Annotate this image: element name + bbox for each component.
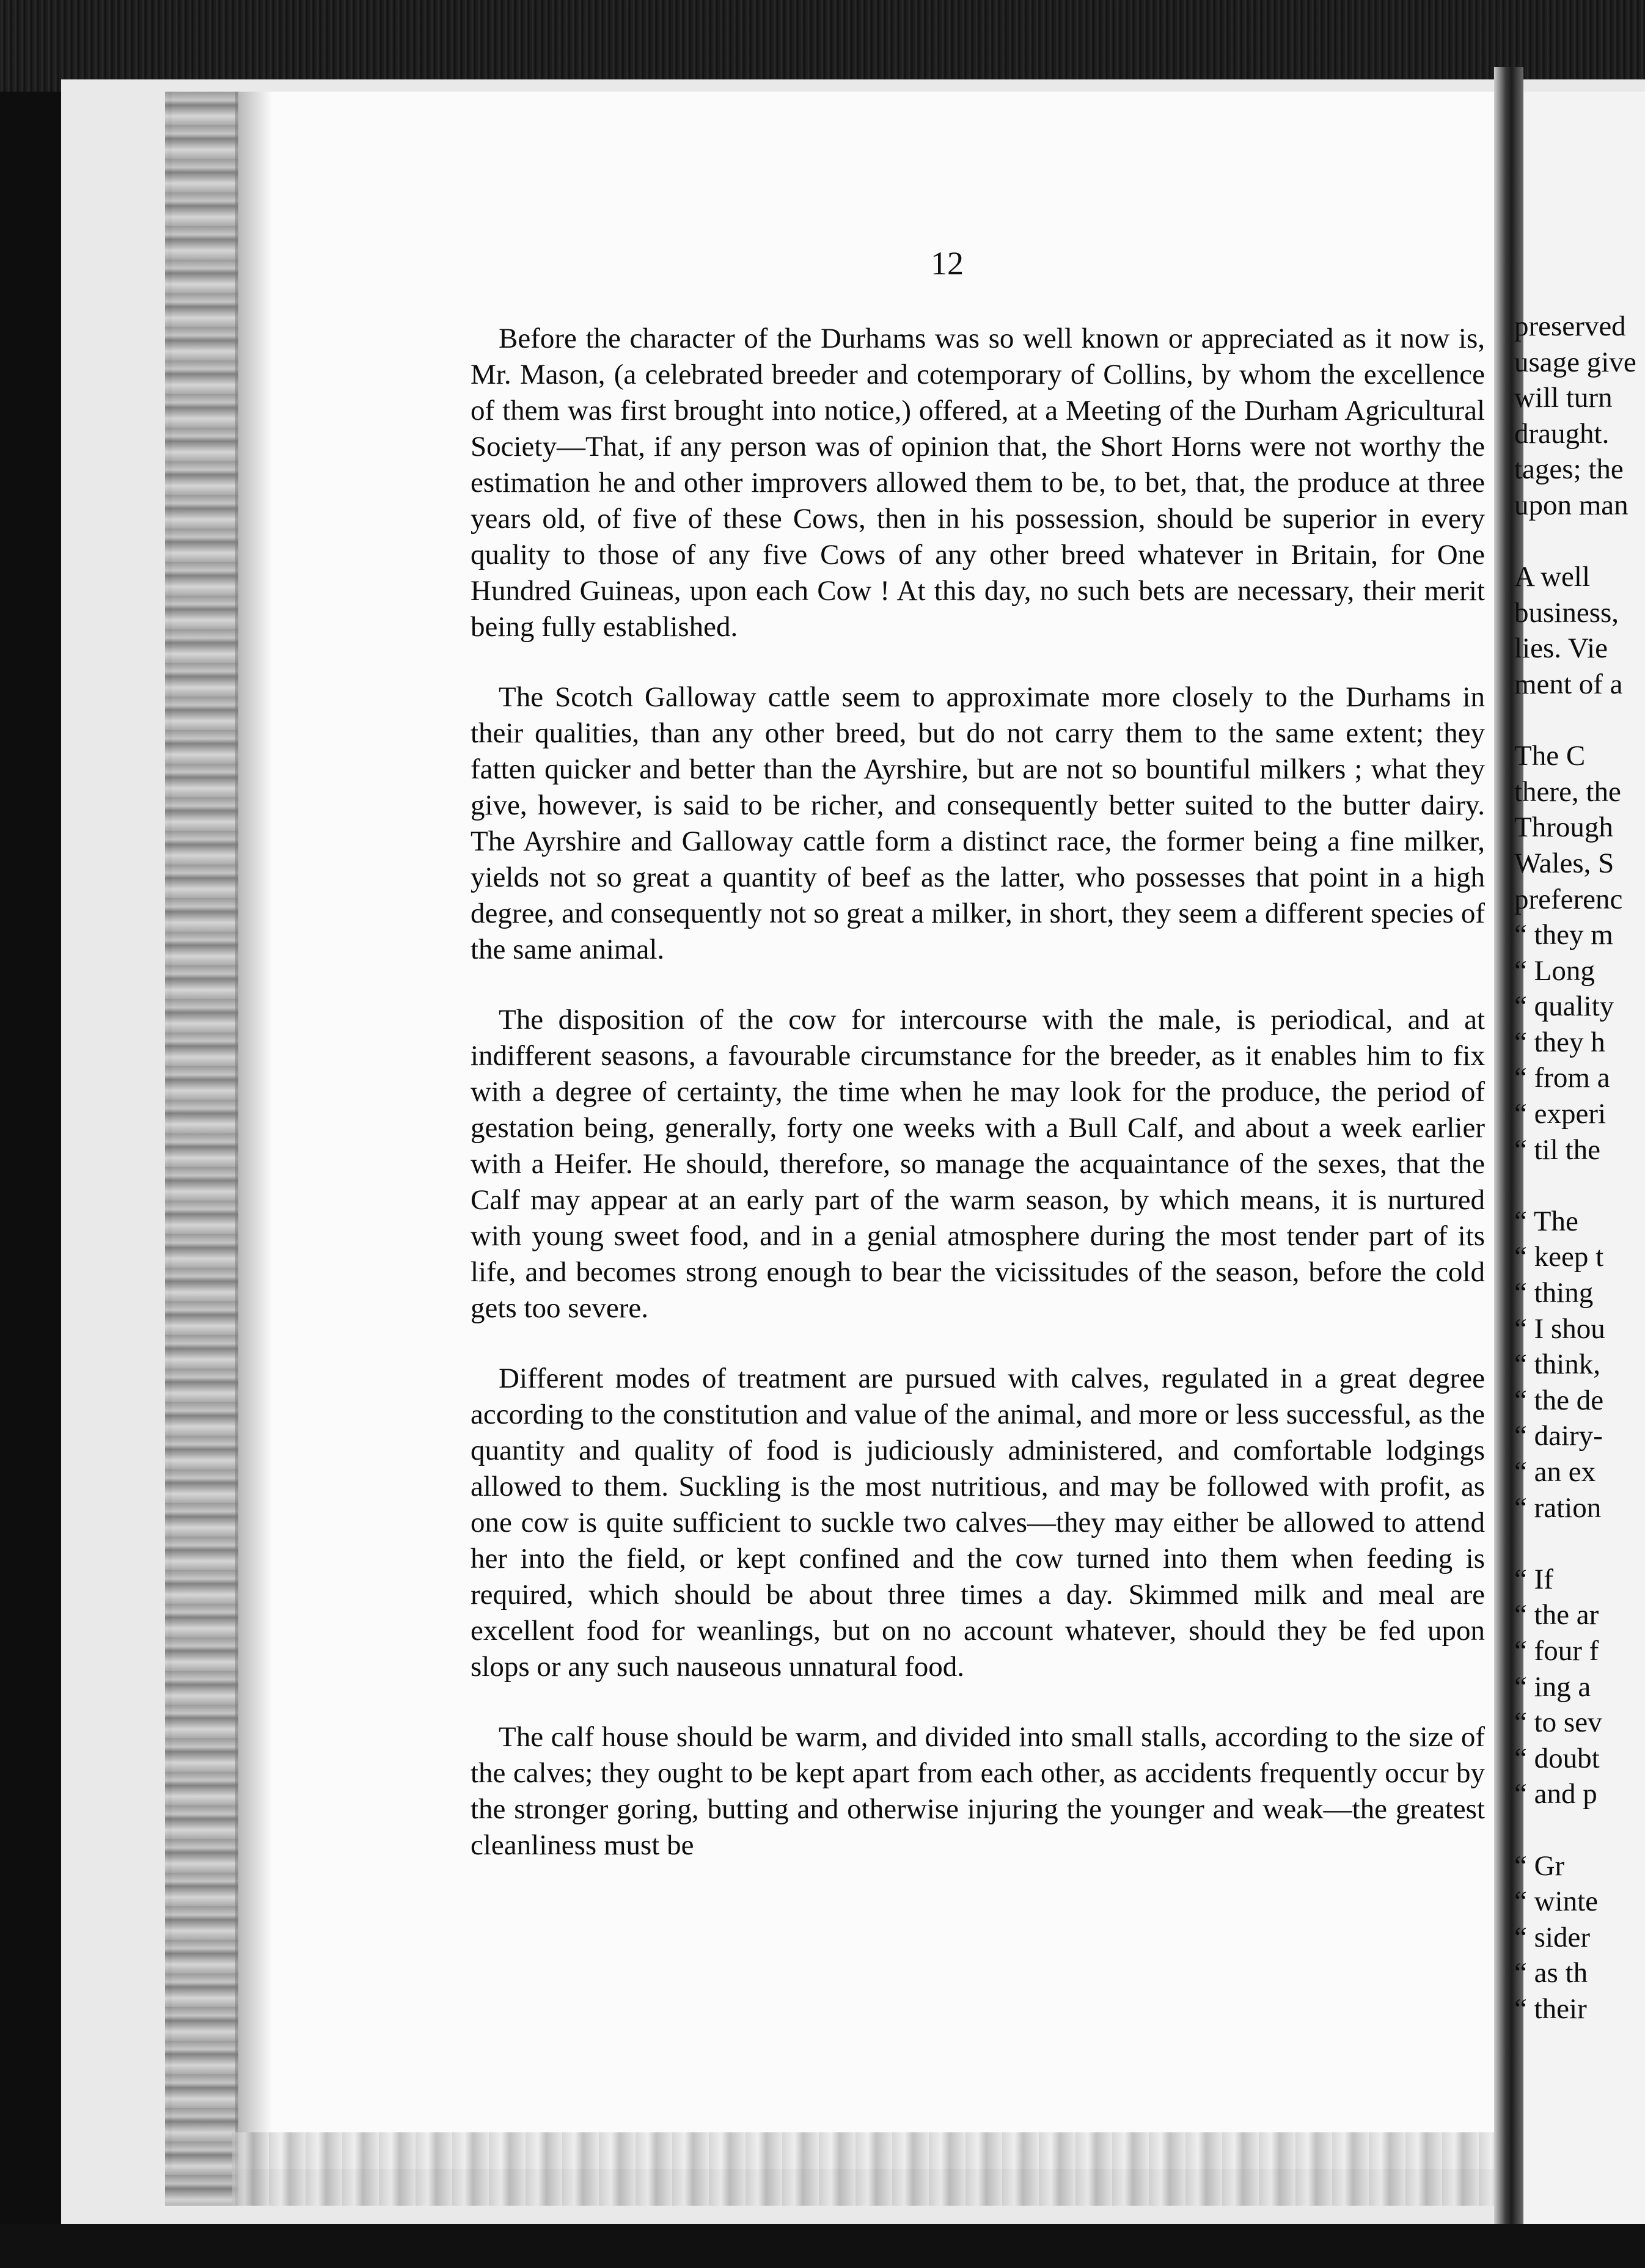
facing-page-line: usage give xyxy=(1514,346,1636,378)
facing-page-line: lies. Vie xyxy=(1514,632,1608,665)
facing-page-line: “ from a xyxy=(1514,1062,1610,1094)
facing-page-line: Through xyxy=(1514,811,1613,844)
facing-page-line: “ they h xyxy=(1514,1026,1605,1058)
facing-page-line: Wales, S xyxy=(1514,847,1614,879)
facing-page-line xyxy=(1514,524,1645,560)
facing-page-line: “ they m xyxy=(1514,919,1613,951)
facing-page-line xyxy=(1514,1812,1645,1848)
facing-page-line: ment of a xyxy=(1514,668,1623,700)
facing-page-line: “ the de xyxy=(1514,1384,1604,1416)
facing-page-line: preserved xyxy=(1514,310,1626,342)
facing-page-line: “ ing a xyxy=(1514,1670,1591,1703)
scanner-border-bottom xyxy=(0,2224,1645,2268)
paragraph-durham-bet: Before the character of the Durhams was so well known or appreciated as it now is, Mr. Mason, (a celebrated breeder and cotemporary of Collins, by whom the excellence of them was first brought into notice,) offered, at a Meeting of the Durham Agricultural Society—That, if any person was of opinion that, the Short Horns were not worthy the estimation he and other improvers allowed them to be, to bet, that, the produce at three years old, of five of these Cows, then in his possession, should be superior in every quality to those of any five Cows of any other breed whatever in Britain, for One Hundred Guineas, upon each Cow ! At this day, no such bets are necessary, their merit being fully established. xyxy=(471,323,1485,643)
facing-page-line: “ sider xyxy=(1514,1921,1590,1953)
facing-page-line: “ quality xyxy=(1514,990,1614,1023)
facing-page-line: draught. xyxy=(1514,417,1610,450)
facing-page-line: preferenc xyxy=(1514,883,1623,915)
facing-page-line: “ keep t xyxy=(1514,1241,1604,1273)
facing-page-line: will turn xyxy=(1514,382,1613,414)
facing-page-line: “ The xyxy=(1514,1205,1578,1237)
facing-page-line: “ the ar xyxy=(1514,1599,1599,1631)
facing-page-line: “ ration xyxy=(1514,1491,1602,1524)
paragraph-breeding-season: The disposition of the cow for intercourse with the male, is periodical, and at indifferent seasons, a favourable circumstance for the breeder, as it enables him to fix with a degree of certainty, the time when he may look for the produce, the period of gestation being, generally, forty one weeks with a Bull Calf, and about a week earlier with a Heifer. He should, therefore, so manage the acquaintance of the sexes, that the Calf may appear at an early part of the warm season, by which means, it is nurtured with young sweet food, and in a genial atmosphere during the most tender part of its life, and becomes strong enough to bear the vicissitudes of the season, before the cold gets too severe. xyxy=(471,1004,1485,1324)
facing-page-line: The C xyxy=(1514,740,1586,772)
paragraph-galloway-cattle: The Scotch Galloway cattle seem to approximate more closely to the Durhams in their qualities, than any other breed, but do not carry them to the same extent; they fatten quicker and better than the Ayrshire, but are not so bountiful milkers ; what they give, however, is said to be richer, and consequently better suited to the butter dairy. The Ayrshire and Galloway cattle form a distinct race, the former being a fine milker, yields not so great a quantity of beef as the latter, who possesses that point in a high degree, and consequently not so great a milker, in short, they seem a different species of the same animal. xyxy=(471,681,1485,965)
facing-page-line: “ thing xyxy=(1514,1277,1594,1309)
facing-page-line: business, xyxy=(1514,596,1619,629)
facing-page-line: “ doubt xyxy=(1514,1742,1600,1774)
facing-page-line xyxy=(1514,1168,1645,1204)
facing-page-line: “ as th xyxy=(1514,1957,1588,1989)
facing-page-line: tages; the xyxy=(1514,453,1624,486)
body-text xyxy=(471,321,1485,1898)
facing-page-line: “ think, xyxy=(1514,1348,1600,1381)
facing-page-line: “ and p xyxy=(1514,1778,1597,1810)
facing-page-line: “ If xyxy=(1514,1563,1553,1595)
facing-page-line: “ Gr xyxy=(1514,1849,1565,1882)
facing-page-line: “ four f xyxy=(1514,1634,1599,1667)
facing-page-line: “ Long xyxy=(1514,954,1595,987)
page-number: 12 xyxy=(931,245,964,282)
facing-page-text xyxy=(1514,309,1645,2027)
facing-page-line: “ experi xyxy=(1514,1098,1607,1130)
facing-page-line xyxy=(1514,703,1645,739)
facing-page-line: “ I shou xyxy=(1514,1312,1605,1345)
bottom-edge-wear xyxy=(232,2132,1522,2206)
paragraph-calf-treatment: Different modes of treatment are pursued with calves, regulated in a great degree according to the constitution and value of the animal, and more or less successful, as the quantity and quality of food is judiciously administered, and comfortable lodgings allowed to them. Suckling is the most nutritious, and may be followed with profit, as one cow is quite sufficient to suckle two calves—they may either be allowed to attend her into the field, or kept confined and the cow turned into them when feeding is required, which should be about three times a day. Skimmed milk and meal are excellent food for weanlings, but on no account whatever, should they be fed upon slops or any such nauseous unnatural food. xyxy=(471,1363,1485,1683)
facing-page-line: “ an ex xyxy=(1514,1456,1596,1488)
facing-page-line: “ winte xyxy=(1514,1886,1599,1918)
binding-shadow xyxy=(235,92,272,2206)
worn-binding-edge xyxy=(165,92,238,2206)
facing-page-line: upon man xyxy=(1514,489,1629,521)
facing-page-line: “ their xyxy=(1514,1992,1587,2025)
facing-page-line: A well xyxy=(1514,561,1591,593)
paragraph-calf-house: The calf house should be warm, and divided into small stalls, according to the size of the calves; they ought to be kept apart from each other, as accidents frequently occur by the stronger goring, butting and otherwise injuring the younger and weak—the greatest cleanliness must be xyxy=(471,1721,1485,1861)
facing-page-line: “ dairy- xyxy=(1514,1420,1603,1452)
facing-page-line: “ til the xyxy=(1514,1133,1600,1166)
facing-page-line xyxy=(1514,1526,1645,1562)
scanner-border-top xyxy=(0,0,1645,92)
facing-page-line: there, the xyxy=(1514,775,1621,808)
facing-page-line: “ to sev xyxy=(1514,1706,1602,1739)
